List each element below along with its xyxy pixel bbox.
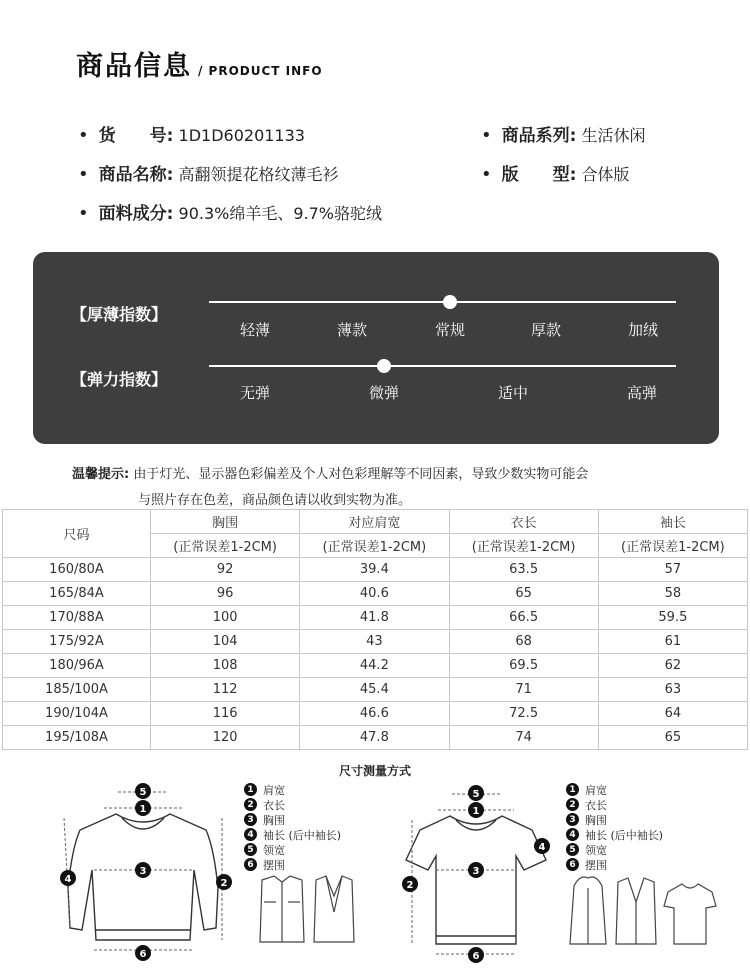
length-cell: 71	[449, 678, 598, 702]
size-cell: 165/84A	[3, 582, 151, 606]
badge-2	[216, 874, 232, 890]
legend-item	[244, 782, 341, 797]
chest-cell: 100	[151, 606, 300, 630]
table-header-row	[3, 510, 748, 534]
legend-right	[566, 782, 663, 872]
badge-5	[135, 783, 151, 799]
table-row	[3, 678, 748, 702]
legend-item	[244, 842, 341, 857]
shoulder-cell: 39.4	[300, 558, 449, 582]
info-name: • 商品名称: 高翻领提花格纹薄毛衫	[78, 164, 339, 185]
legend-label: 胸围	[263, 813, 285, 827]
size-table	[2, 509, 748, 750]
legend-item	[566, 797, 663, 812]
legend-item	[244, 812, 341, 827]
notice-line-1	[72, 463, 588, 482]
legend-item	[244, 857, 341, 872]
legend-label: 袖长 (后中袖长)	[585, 828, 664, 842]
sweater-measure-diagram	[56, 778, 236, 964]
svg-text:5: 5	[472, 789, 480, 800]
elasticity-option-2: 微弹	[368, 384, 400, 402]
thickness-option-1: 轻薄	[239, 321, 271, 339]
info-material: • 面料成分: 90.3%绵羊毛、9.7%骆驼绒	[78, 203, 383, 224]
tolerance-note: (正常误差1-2CM)	[151, 534, 300, 558]
legend-label: 摆围	[263, 858, 285, 872]
size-cell: 170/88A	[3, 606, 151, 630]
material-value: 90.3%绵羊毛、9.7%骆驼绒	[178, 204, 383, 223]
thickness-option-3: 常规	[434, 321, 466, 339]
info-fit: • 版 型: 合体版	[481, 164, 630, 185]
table-row	[3, 702, 748, 726]
sleeve-cell: 64	[598, 702, 747, 726]
chest-cell: 108	[151, 654, 300, 678]
table-row	[3, 630, 748, 654]
size-cell: 195/108A	[3, 726, 151, 750]
legend-item	[566, 827, 663, 842]
elasticity-indicator	[377, 359, 391, 373]
size-header: 尺码	[3, 510, 151, 558]
svg-text:4: 4	[538, 842, 546, 853]
chest-cell: 112	[151, 678, 300, 702]
col-length: 衣长	[449, 510, 598, 534]
svg-text:6: 6	[472, 951, 480, 962]
legend-label: 肩宽	[263, 783, 285, 797]
sleeve-cell: 57	[598, 558, 747, 582]
legend-label: 胸围	[585, 813, 607, 827]
shoulder-cell: 41.8	[300, 606, 449, 630]
size-cell: 160/80A	[3, 558, 151, 582]
sleeve-cell: 62	[598, 654, 747, 678]
thickness-option-4: 厚款	[530, 321, 562, 339]
svg-text:5: 5	[139, 787, 147, 798]
garment-icons	[560, 872, 720, 954]
table-row	[3, 726, 748, 750]
badge-4	[60, 870, 76, 886]
legend-item	[566, 782, 663, 797]
shoulder-cell: 43	[300, 630, 449, 654]
legend-num: 3	[244, 813, 257, 826]
legend-num: 2	[244, 798, 257, 811]
tolerance-note: (正常误差1-2CM)	[598, 534, 747, 558]
svg-text:6: 6	[139, 949, 147, 960]
badge-1	[468, 802, 484, 818]
length-cell: 72.5	[449, 702, 598, 726]
legend-num: 5	[244, 843, 257, 856]
legend-num: 2	[566, 798, 579, 811]
shoulder-cell: 40.6	[300, 582, 449, 606]
thickness-option-5: 加绒	[627, 321, 659, 339]
material-label: 面料成分:	[98, 204, 174, 224]
notice-text-1: 由于灯光、显示器色彩偏差及个人对色彩理解等不同因素，导致少数实物可能会	[133, 467, 589, 482]
size-cell: 190/104A	[3, 702, 151, 726]
fit-value: 合体版	[581, 165, 630, 184]
elasticity-option-3: 适中	[497, 384, 529, 402]
size-cell: 185/100A	[3, 678, 151, 702]
title-en: / PRODUCT INFO	[198, 64, 323, 78]
badge-3	[468, 862, 484, 878]
chest-cell: 116	[151, 702, 300, 726]
measure-title: 尺寸测量方式	[338, 764, 411, 778]
legend-label: 领宽	[585, 843, 607, 857]
legend-label: 衣长	[263, 798, 285, 812]
elasticity-label: 【弹力指数】	[71, 370, 168, 389]
legend-label: 领宽	[263, 843, 285, 857]
legend-left	[244, 782, 341, 872]
length-cell: 69.5	[449, 654, 598, 678]
table-row	[3, 582, 748, 606]
thickness-label: 【厚薄指数】	[71, 305, 168, 324]
legend-num: 4	[244, 828, 257, 841]
table-row	[3, 654, 748, 678]
table-row	[3, 606, 748, 630]
index-panel	[33, 252, 719, 444]
legend-item	[566, 812, 663, 827]
legend-item	[244, 827, 341, 842]
info-series: • 商品系列: 生活休闲	[481, 125, 646, 146]
notice-text-2: 与照片存在色差，商品颜色请以收到实物为准。	[138, 493, 412, 508]
legend-num: 1	[566, 783, 579, 796]
badge-5	[468, 785, 484, 801]
size-cell: 180/96A	[3, 654, 151, 678]
col-shoulder: 对应肩宽	[300, 510, 449, 534]
length-cell: 66.5	[449, 606, 598, 630]
badge-1	[135, 800, 151, 816]
sleeve-cell: 63	[598, 678, 747, 702]
legend-num: 1	[244, 783, 257, 796]
chest-cell: 92	[151, 558, 300, 582]
legend-label: 摆围	[585, 858, 607, 872]
sleeve-cell: 61	[598, 630, 747, 654]
badge-6	[468, 947, 484, 963]
legend-num: 3	[566, 813, 579, 826]
sku-value: 1D1D60201133	[178, 126, 305, 145]
tshirt-measure-diagram	[398, 780, 558, 964]
chest-cell: 104	[151, 630, 300, 654]
title-cn: 商品信息	[76, 51, 192, 82]
chest-cell: 96	[151, 582, 300, 606]
legend-label: 肩宽	[585, 783, 607, 797]
shoulder-cell: 46.6	[300, 702, 449, 726]
table-row	[3, 558, 748, 582]
thickness-option-2: 薄款	[336, 321, 368, 339]
svg-text:2: 2	[220, 878, 228, 889]
length-cell: 63.5	[449, 558, 598, 582]
length-cell: 65	[449, 582, 598, 606]
length-cell: 74	[449, 726, 598, 750]
elasticity-option-1: 无弹	[239, 384, 271, 402]
legend-item	[244, 797, 341, 812]
svg-text:1: 1	[139, 804, 147, 815]
legend-label: 衣长	[585, 798, 607, 812]
sleeve-cell: 65	[598, 726, 747, 750]
section-title	[76, 44, 323, 83]
info-sku: • 货 号: 1D1D60201133	[78, 125, 305, 146]
elasticity-option-4: 高弹	[626, 384, 658, 402]
badge-3	[135, 862, 151, 878]
svg-text:2: 2	[406, 880, 414, 891]
sleeve-cell: 59.5	[598, 606, 747, 630]
legend-label: 袖长 (后中袖长)	[263, 828, 342, 842]
legend-num: 5	[566, 843, 579, 856]
size-cell: 175/92A	[3, 630, 151, 654]
thickness-indicator	[443, 295, 457, 309]
chest-cell: 120	[151, 726, 300, 750]
badge-4	[534, 838, 550, 854]
svg-text:3: 3	[472, 866, 480, 877]
shoulder-cell: 47.8	[300, 726, 449, 750]
jacket-icons	[250, 872, 362, 952]
legend-item	[566, 842, 663, 857]
tolerance-note: (正常误差1-2CM)	[300, 534, 449, 558]
series-value: 生活休闲	[581, 126, 646, 145]
legend-num: 6	[566, 858, 579, 871]
tolerance-note: (正常误差1-2CM)	[449, 534, 598, 558]
length-cell: 68	[449, 630, 598, 654]
sleeve-cell: 58	[598, 582, 747, 606]
col-chest: 胸围	[151, 510, 300, 534]
legend-num: 4	[566, 828, 579, 841]
badge-2	[402, 876, 418, 892]
fit-label: 版 型:	[501, 165, 577, 185]
name-value: 高翻领提花格纹薄毛衫	[178, 165, 339, 184]
name-label: 商品名称:	[98, 165, 174, 185]
col-sleeve: 袖长	[598, 510, 747, 534]
legend-item	[566, 857, 663, 872]
svg-text:3: 3	[139, 866, 147, 877]
series-label: 商品系列:	[501, 126, 577, 146]
badge-6	[135, 945, 151, 961]
sku-label: 货 号:	[98, 126, 174, 146]
notice-label: 温馨提示:	[72, 467, 130, 482]
shoulder-cell: 44.2	[300, 654, 449, 678]
svg-text:4: 4	[64, 874, 72, 885]
shoulder-cell: 45.4	[300, 678, 449, 702]
legend-num: 6	[244, 858, 257, 871]
svg-text:1: 1	[472, 806, 480, 817]
elasticity-scale-line	[209, 365, 676, 367]
